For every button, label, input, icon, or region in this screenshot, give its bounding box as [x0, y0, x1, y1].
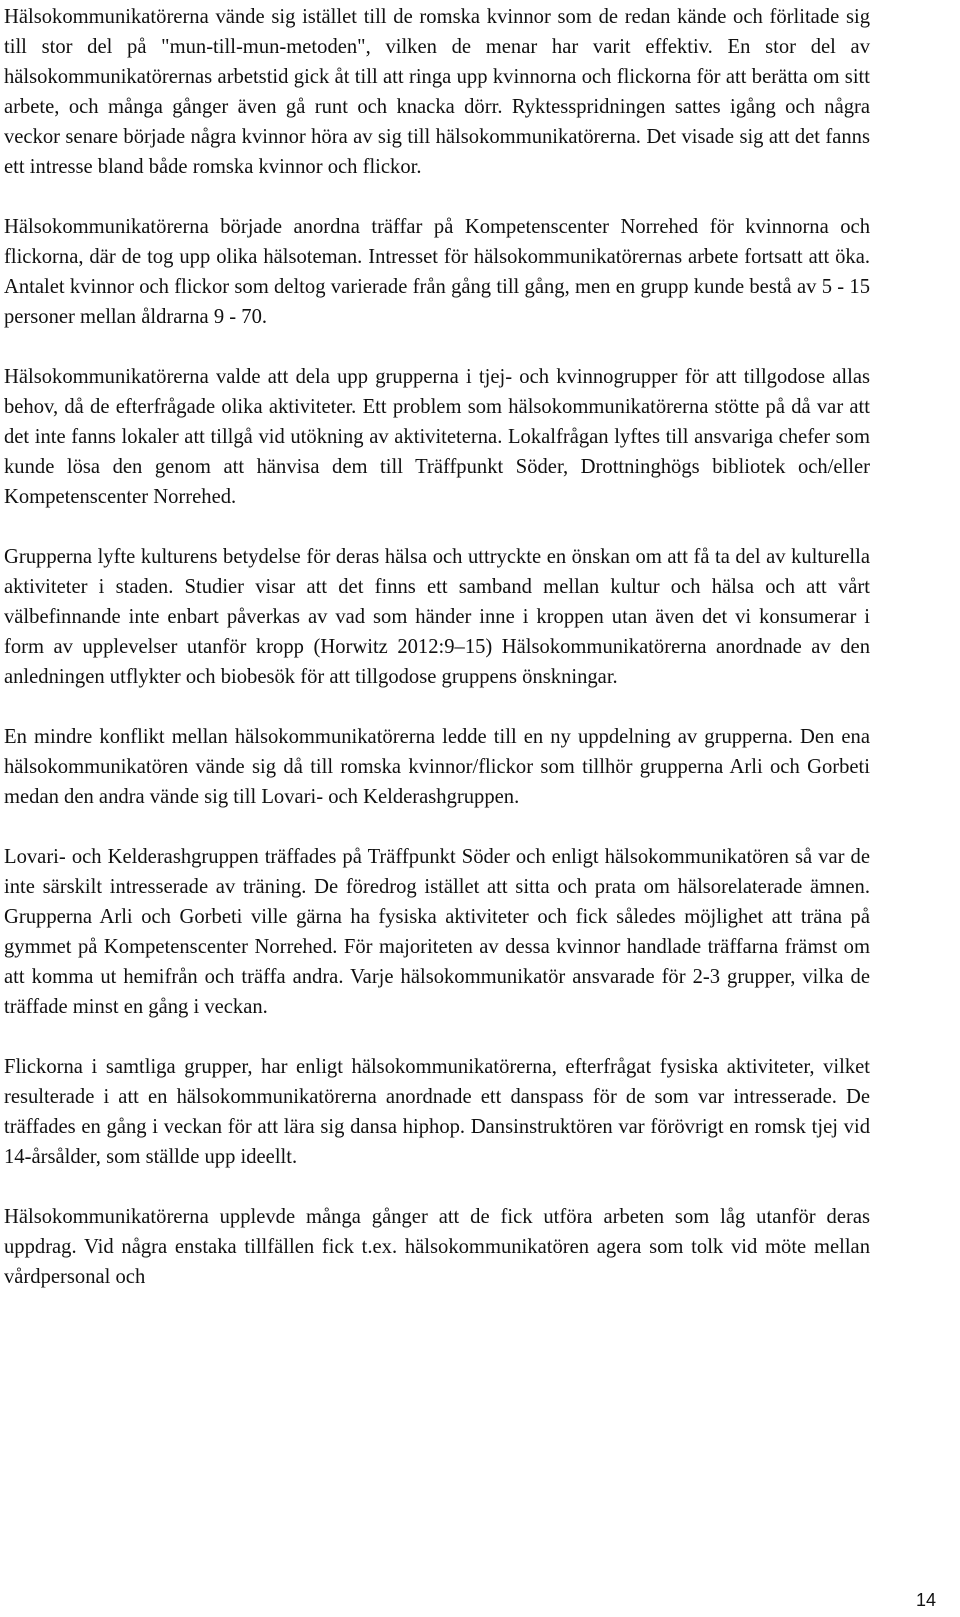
page-number: 14	[915, 1590, 936, 1610]
paragraph-extra-duties: Hälsokommunikatörerna upplevde många gånger att de fick utföra arbeten som låg utanför deras uppdrag. Vid några enstaka tillfällen fick t.ex. hälsokommunikatören agera som tolk vid möte mellan vårdpersonal och	[4, 1206, 870, 1288]
paragraph-word-of-mouth: Hälsokommunikatörerna vände sig istället till de romska kvinnor som de redan kände och förlitade sig till stor del på "mun-till-mun-metoden", vilken de menar har varit effektiv. En stor del av hälsokommunikatörernas arbetstid gick åt till att ringa upp kvinnorna och flickorna för att berätta om sitt arbete, och många gånger även gå runt och knacka dörr. Ryktesspridningen sattes igång och några veckor senare började några kvinnor höra av sig till hälsokommunikatörerna. Det visade sig att det fanns ett intresse bland både romska kvinnor och flickor.	[4, 6, 870, 178]
paragraph-girls-dance: Flickorna i samtliga grupper, har enligt hälsokommunikatörerna, efterfrågat fysiska aktiviteter, vilket resulterade i att en hälsokommunikatörerna anordnade ett danspass för de som var intresserade. De träffades en gång i veckan för att lära sig dansa hiphop. Dansinstruktören var förövrigt en romsk tjej vid 14-årsålder, som ställde upp ideellt.	[4, 1056, 870, 1168]
body-text	[4, 2, 870, 1292]
paragraph-culture-health: Grupperna lyfte kulturens betydelse för deras hälsa och uttryckte en önskan om att få ta del av kulturella aktiviteter i staden. Studier visar att det finns ett samband mellan kultur och hälsa och att vårt välbefinnande inte enbart påverkas av vad som händer inne i kroppen utan även det vi konsumerar i form av upplevelser utanför kropp (Horwitz 2012:9–15) Hälsokommunikatörerna anordnade av den anledningen utflykter och biobesök för att tillgodose gruppens önskningar.	[4, 546, 870, 688]
paragraph-group-division: Hälsokommunikatörerna valde att dela upp grupperna i tjej- och kvinnogrupper för att tillgodose allas behov, då de efterfrågade olika aktiviteter. Ett problem som hälsokommunikatörerna stötte på då var att det inte fanns lokaler att tillgå vid utökning av aktiviteterna. Lokalfrågan lyftes till ansvariga chefer som kunde lösa den genom att hänvisa dem till Träffpunkt Söder, Drottninghögs bibliotek och/eller Kompetenscenter Norrehed.	[4, 366, 870, 508]
paragraph-conflict: En mindre konflikt mellan hälsokommunikatörerna ledde till en ny uppdelning av grupperna. Den ena hälsokommunikatören vände sig då till romska kvinnor/flickor som tillhör grupperna Arli och Gorbeti medan den andra vände sig till Lovari- och Kelderashgruppen.	[4, 726, 870, 808]
paragraph-meetings-norrehed: Hälsokommunikatörerna började anordna träffar på Kompetenscenter Norrehed för kvinnorna och flickorna, där de tog upp olika hälsoteman. Intresset för hälsokommunikatörernas arbete fortsatt att öka. Antalet kvinnor och flickor som deltog varierade från gång till gång, men en grupp kunde bestå av 5 - 15 personer mellan åldrarna 9 - 70.	[4, 216, 870, 328]
paragraph-lovari-kelderash: Lovari- och Kelderashgruppen träffades på Träffpunkt Söder och enligt hälsokommunikatören så var de inte särskilt intresserade av träning. De föredrog istället att sitta och prata om hälsorelaterade ämnen. Grupperna Arli och Gorbeti ville gärna ha fysiska aktiviteter och fick således möjlighet att träna på gymmet på Kompetenscenter Norrehed. För majoriteten av dessa kvinnor handlade träffarna främst om att komma ut hemifrån och träffa andra. Varje hälsokommunikatör ansvarade för 2-3 grupper, vilka de träffade minst en gång i veckan.	[4, 846, 870, 1018]
